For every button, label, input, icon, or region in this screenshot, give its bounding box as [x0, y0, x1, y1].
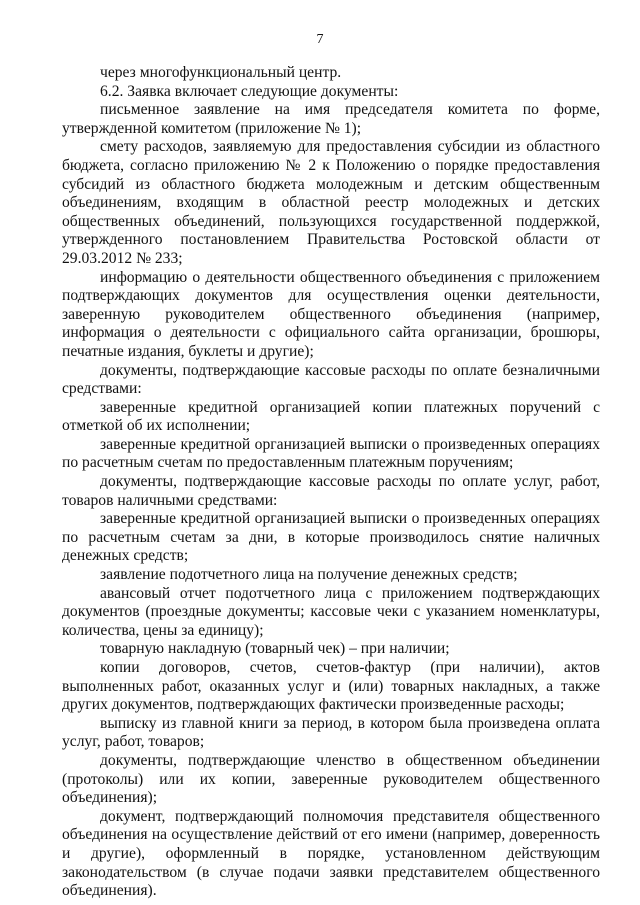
- paragraph-membership: документы, подтверждающие членство в общественном объединении (протоколы) или их копии, заверенные руководителем общественного объединения);: [62, 751, 600, 807]
- paragraph-invoice: товарную накладную (товарный чек) – при наличии;: [100, 640, 450, 658]
- page-number: 7: [316, 32, 324, 47]
- paragraph-ledger-extract: выписку из главной книги за период, в котором была произведена оплата услуг, работ, товаров;: [62, 714, 600, 751]
- paragraph-accountable-request: заявление подотчетного лица на получение денежных средств;: [100, 566, 518, 584]
- paragraph-cost-estimate: смету расходов, заявляемую для предоставления субсидии из областного бюджета, согласно приложению № 2 к Положению о порядке предоставления субсидий из областного бюджета молодежным и детским общественным объединениям, входящим в областной реестр молодежных и детских общественных объединений, пользующихся государственной поддержкой, утвержденного постановлением Правительства Ростовской области от 29.03.2012 № 233;: [62, 138, 600, 267]
- paragraph-account-statements: заверенные кредитной организацией выписки о произведенных операциях по расчетным счетам по предоставленным платежным поручениям;: [62, 435, 600, 472]
- paragraph-mfc: через многофункциональный центр.: [100, 64, 342, 81]
- paragraph-authority: документ, подтверждающий полномочия представителя общественного объединения на осуществление действий от его имени (например, доверенность и другие), оформленный в порядке, установленном действующим законодательством (в случае подачи заявки представителем общественного объединения).: [62, 807, 600, 900]
- paragraph-section-heading: 6.2. Заявка включает следующие документы:: [100, 82, 399, 100]
- paragraph-advance-report: авансовый отчет подотчетного лица с приложением подтверждающих документов (проездные документы; кассовые чеки с указанием номенклатуры, количества, цены за единицу);: [62, 584, 600, 639]
- document-body: [62, 64, 600, 901]
- paragraph-cash-withdrawal: заверенные кредитной организацией выписки о произведенных операциях по расчетным счетам за дни, в которые производилось снятие наличных денежных средств;: [62, 510, 600, 565]
- paragraph-contract-copies: копии договоров, счетов, счетов-фактур (при наличии), актов выполненных работ, оказанных услуг и (или) товарных накладных, а также других документов, подтверждающих фактически произведенные расходы;: [62, 659, 600, 714]
- paragraph-application: письменное заявление на имя председателя комитета по форме, утвержденной комитетом (приложение № 1);: [62, 101, 600, 137]
- paragraph-cashless-docs: документы, подтверждающие кассовые расходы по оплате безналичными средствами:: [62, 361, 600, 398]
- paragraph-activity-info: информацию о деятельности общественного объединения с приложением подтверждающих документов для осуществления оценки деятельности, заверенную руководителем общественного объединения (например, информация о деятельности с официального сайта организации, брошюры, печатные издания, буклеты и другие);: [62, 268, 600, 360]
- paragraph-cash-docs: документы, подтверждающие кассовые расходы по оплате услуг, работ, товаров наличными средствами:: [62, 473, 600, 509]
- paragraph-payment-orders: заверенные кредитной организацией копии платежных поручений с отметкой об их исполнении;: [62, 398, 600, 435]
